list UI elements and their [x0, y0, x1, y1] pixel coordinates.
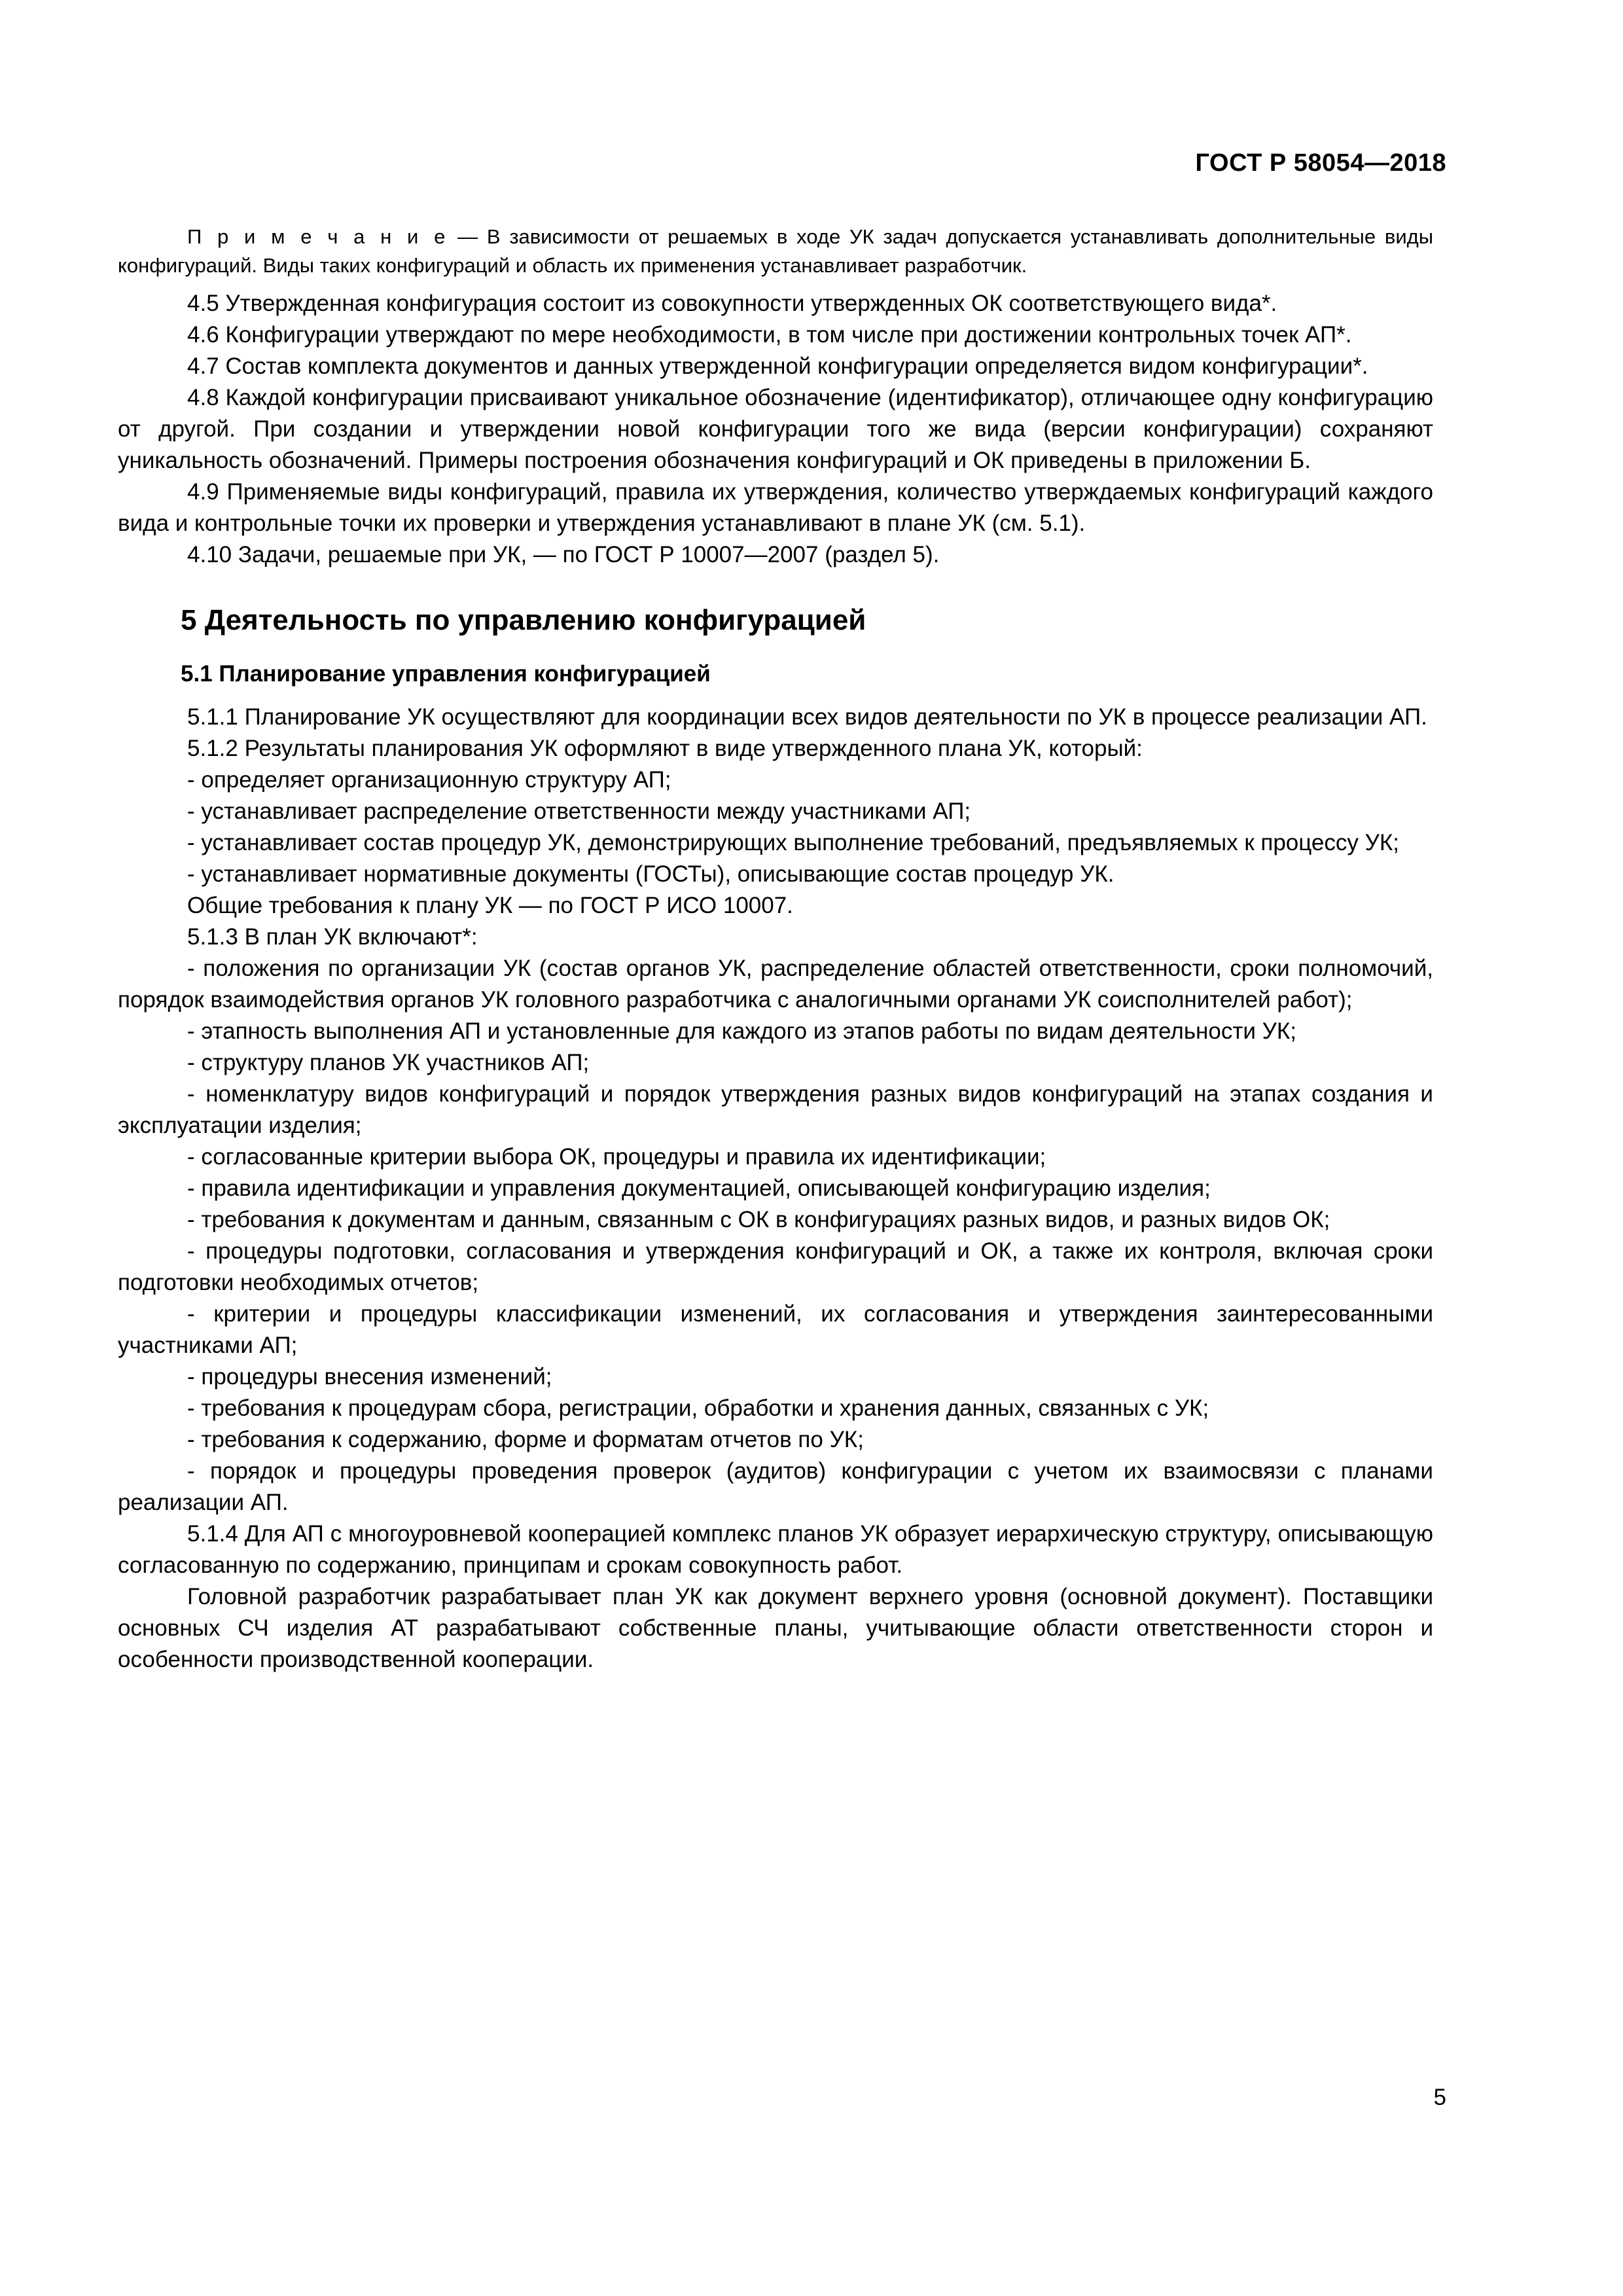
- note-text: — В зависимости от решаемых в ходе УК задач допускается устанавливать дополнительные виды конфигураций. Виды таких конфигураций и область их применения устанавливает разработчик.: [118, 225, 1433, 277]
- list-item: - требования к процедурам сбора, регистрации, обработки и хранения данных, связанных с УК;: [187, 1395, 1209, 1421]
- paragraph-5-1-3: 5.1.3 В план УК включают*:: [187, 924, 478, 950]
- list-item: - устанавливает нормативные документы (ГОСТы), описывающие состав процедур УК.: [187, 861, 1115, 887]
- note-label: П р и м е ч а н и е: [187, 225, 449, 248]
- paragraph-general-requirements: Общие требования к плану УК — по ГОСТ Р ИСО 10007.: [187, 893, 793, 918]
- list-item: - процедуры подготовки, согласования и утверждения конфигураций и ОК, а также их контроля, включая сроки подготовки необходимых отчетов;: [118, 1238, 1433, 1295]
- list-item: - номенклатуру видов конфигураций и порядок утверждения разных видов конфигураций на этапах создания и эксплуатации изделия;: [118, 1081, 1433, 1138]
- paragraph-4-7: 4.7 Состав комплекта документов и данных утвержденной конфигурации определяется видом конфигурации*.: [187, 353, 1368, 379]
- list-item: - критерии и процедуры классификации изменений, их согласования и утверждения заинтересованными участниками АП;: [118, 1301, 1433, 1358]
- paragraph-4-8: 4.8 Каждой конфигурации присваивают уникальное обозначение (идентификатор), отличающее одну конфигурацию от другой. При создании и утверждении новой конфигурации того же вида (версии конфигурации) сохраняют уникальность обозначений. Примеры построения обозначения конфигураций и ОК приведены в приложении Б.: [118, 385, 1433, 473]
- list-item: - устанавливает состав процедур УК, демонстрирующих выполнение требований, предъявляемых к процессу УК;: [187, 830, 1399, 855]
- paragraph-4-10: 4.10 Задачи, решаемые при УК, — по ГОСТ Р 10007—2007 (раздел 5).: [187, 542, 940, 567]
- list-item: - этапность выполнения АП и установленные для каждого из этапов работы по видам деятельности УК;: [187, 1018, 1297, 1044]
- list-item: - процедуры внесения изменений;: [187, 1364, 552, 1390]
- document-body: [118, 223, 1433, 1676]
- list-item: - определяет организационную структуру АП;: [187, 767, 671, 793]
- paragraph-4-6: 4.6 Конфигурации утверждают по мере необходимости, в том числе при достижении контрольных точек АП*.: [187, 322, 1352, 348]
- section-5-heading: 5 Деятельность по управлению конфигурацией: [181, 604, 866, 636]
- document-header-standard: ГОСТ Р 58054—2018: [1195, 149, 1446, 177]
- paragraph-4-9: 4.9 Применяемые виды конфигураций, правила их утверждения, количество утверждаемых конфигураций каждого вида и контрольные точки их проверки и утверждения устанавливают в плане УК (см. 5.1).: [118, 479, 1433, 536]
- paragraph-4-5: 4.5 Утвержденная конфигурация состоит из совокупности утвержденных ОК соответствующего вида*.: [187, 291, 1277, 316]
- list-item: - структуру планов УК участников АП;: [187, 1050, 590, 1075]
- paragraph-lead-developer: Головной разработчик разрабатывает план УК как документ верхнего уровня (основной документ). Поставщики основных СЧ изделия АТ разрабатывают собственные планы, учитывающие области ответственности сторон и особенности производственной кооперации.: [118, 1584, 1433, 1672]
- list-item: - требования к содержанию, форме и форматам отчетов по УК;: [187, 1427, 864, 1452]
- list-item: - порядок и процедуры проведения проверок (аудитов) конфигурации с учетом их взаимосвязи с планами реализации АП.: [118, 1458, 1433, 1515]
- paragraph-5-1-2: 5.1.2 Результаты планирования УК оформляют в виде утвержденного плана УК, который:: [187, 736, 1143, 761]
- list-item: - устанавливает распределение ответственности между участниками АП;: [187, 798, 971, 824]
- page-number: 5: [1433, 2085, 1446, 2110]
- note-paragraph: [118, 223, 1433, 280]
- paragraph-5-1-1: 5.1.1 Планирование УК осуществляют для координации всех видов деятельности по УК в процессе реализации АП.: [187, 704, 1427, 730]
- subsection-5-1-heading: 5.1 Планирование управления конфигурацией: [181, 661, 711, 687]
- list-item: - требования к документам и данным, связанным с ОК в конфигурациях разных видов, и разных видов ОК;: [187, 1207, 1330, 1232]
- list-item: - согласованные критерии выбора ОК, процедуры и правила их идентификации;: [187, 1144, 1046, 1170]
- list-item: - положения по организации УК (состав органов УК, распределение областей ответственности, сроки полномочий, порядок взаимодействия органов УК головного разработчика с аналогичными органами УК соисполнителей работ);: [118, 956, 1433, 1013]
- list-item: - правила идентификации и управления документацией, описывающей конфигурацию изделия;: [187, 1175, 1211, 1201]
- paragraph-5-1-4: 5.1.4 Для АП с многоуровневой кооперацией комплекс планов УК образует иерархическую структуру, описывающую согласованную по содержанию, принципам и срокам совокупность работ.: [118, 1521, 1433, 1578]
